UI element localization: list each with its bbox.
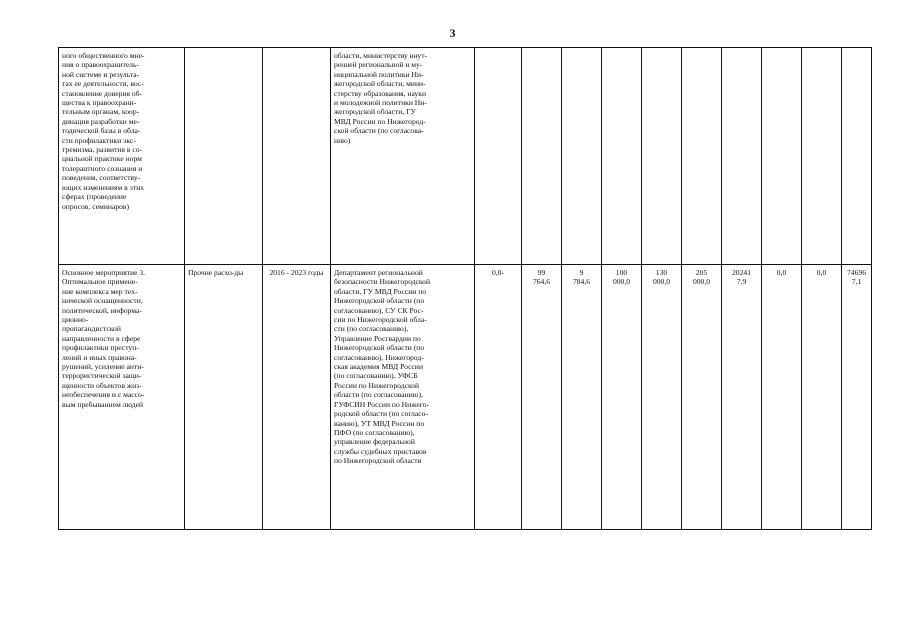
value-cell: [802, 48, 842, 265]
cell-line: 205: [695, 268, 708, 277]
cell-line: МВД России по Нижегород-: [334, 116, 426, 126]
cell-line: 0,0-: [491, 268, 505, 277]
cell-line: щенности объектов жиз-: [62, 380, 142, 390]
cell-line: необеспечения и с массо-: [62, 390, 145, 400]
cell-line: безопасности Нижегородской: [334, 277, 431, 287]
cell-line: сферах (проведение: [62, 192, 127, 202]
value-cell: [802, 265, 842, 530]
cell-line: пропагандистской: [62, 324, 121, 334]
value-cell: [722, 265, 762, 530]
period-cell: [263, 48, 331, 265]
cell-line: ниципальной политики Ни-: [334, 69, 424, 79]
cell-line: 000,0: [652, 277, 671, 287]
value-cell: [562, 265, 602, 530]
value-cell: [762, 265, 802, 530]
cell-line: ние комплекса мер тех-: [62, 286, 138, 296]
value-cell: [475, 265, 522, 530]
executors-cell: [331, 265, 475, 530]
cell-line: жегородской области, ГУ: [334, 107, 416, 117]
period-cell: 2016 - 2023 годы: [263, 265, 331, 530]
cell-line: сии по Нижегородской обла-: [334, 315, 427, 325]
cell-line: щества к правоохрани-: [62, 98, 137, 108]
cell-line: 9: [579, 268, 584, 277]
cell-line: Оптимальное примене-: [62, 277, 138, 287]
cell-line: 784,6: [572, 277, 591, 287]
cell-line: Нижегородской области (по: [334, 343, 425, 353]
table-row: [59, 265, 872, 530]
cell-line: опросов, семинаров): [62, 201, 130, 211]
value-cell: [842, 265, 872, 530]
value-cell: [842, 48, 872, 265]
cell-line: циальной практике норм: [62, 154, 142, 164]
cell-line: нию): [334, 135, 351, 145]
cell-line: профилактики преступ-: [62, 343, 139, 353]
expense-type-cell: Прочие расхо-ды: [185, 265, 263, 530]
value-cell: [475, 48, 522, 265]
cell-line: ГУФСИН России по Нижего-: [334, 399, 429, 409]
cell-line: области, ГУ МВД России по: [334, 286, 427, 296]
cell-line: ПФО (по согласованию),: [334, 427, 415, 437]
cell-line: тах ее деятельности, вос-: [62, 79, 144, 89]
cell-line: Управление Росгвардии по: [334, 333, 421, 343]
cell-line: управление федеральной: [334, 437, 415, 447]
cell-line: ной системе и результа-: [62, 69, 140, 79]
cell-line: динация разработки ме-: [62, 116, 140, 126]
cell-line: ванию), УТ МВД России по: [334, 418, 425, 428]
value-cell: [562, 48, 602, 265]
cell-line: области, министерству внут-: [334, 51, 428, 60]
goal-cell: [59, 265, 185, 530]
cell-line: вым пребыванием людей: [62, 399, 144, 409]
value-cell: [642, 48, 682, 265]
cell-line: тельным органам, коор-: [62, 107, 140, 117]
cell-line: жегородской области, мини-: [334, 79, 426, 89]
goal-cell: [59, 48, 185, 265]
cell-line: по Нижегородской области: [334, 456, 422, 466]
cell-line: тремизма, развития в со-: [62, 145, 143, 155]
value-cell: [762, 48, 802, 265]
cell-line: 764,6: [532, 277, 551, 287]
cell-line: родской области (по согласо-: [334, 409, 428, 419]
cell-line: и молодежной политики Ни-: [334, 98, 427, 108]
cell-line: России по Нижегородской: [334, 380, 420, 390]
cell-line: лений и иных правона-: [62, 352, 137, 362]
cell-line: 74696: [847, 268, 866, 277]
cell-line: политической, информа-: [62, 305, 142, 315]
value-cell: [722, 48, 762, 265]
value-cell: [602, 48, 642, 265]
cell-line: 99: [537, 268, 546, 277]
page-number: 3: [449, 26, 456, 40]
cell-line: террористической защи-: [62, 371, 142, 381]
cell-line: ренней региональной и му-: [334, 60, 423, 70]
cell-line: ционно-: [62, 315, 89, 325]
cell-line: Департамент региональной: [334, 268, 423, 277]
cell-line: 000,0: [612, 277, 631, 287]
cell-line: области (по согласованию),: [334, 390, 423, 400]
cell-line: ющих изменениям в этих: [62, 182, 145, 192]
cell-line: становление доверия об-: [62, 88, 143, 98]
cell-line: направленности в сфере: [62, 333, 141, 343]
table-row: [59, 48, 872, 265]
cell-line: службы судебных приставов: [334, 446, 427, 456]
cell-line: 7,1: [851, 277, 862, 287]
cell-line: 0,0: [776, 268, 787, 277]
cell-line: толерантного сознания и: [62, 163, 143, 173]
cell-line: Нижегородской области (по: [334, 296, 425, 306]
cell-line: 130: [655, 268, 668, 277]
cell-line: рушений, усиление анти-: [62, 362, 144, 372]
value-cell: [682, 265, 722, 530]
cell-line: ного общественного мне-: [62, 51, 145, 60]
cell-line: ская академия МВД России: [334, 362, 424, 372]
cell-line: стерству образования, науки: [334, 88, 427, 98]
cell-line: (по согласованию), УФСБ: [334, 371, 418, 381]
cell-line: тодической базы в обла-: [62, 126, 141, 136]
value-cell: [642, 265, 682, 530]
value-cell: [602, 265, 642, 530]
cell-line: сти (по согласованию),: [334, 324, 409, 334]
cell-line: 100: [615, 268, 628, 277]
cell-line: сти профилактики экс-: [62, 135, 136, 145]
cell-line: 7,9: [736, 277, 747, 287]
cell-line: ния о правоохранитель-: [62, 60, 139, 70]
cell-line: 0,0: [816, 268, 827, 277]
cell-line: 000,0: [692, 277, 711, 287]
cell-line: согласованию), Нижегород-: [334, 352, 424, 362]
cell-line: поведения, соответству-: [62, 173, 141, 183]
cell-line: нической оснащенности,: [62, 296, 143, 306]
expense-type-cell: [185, 48, 263, 265]
value-cell: [522, 265, 562, 530]
cell-line: Основное мероприятие 3.: [62, 268, 146, 277]
cell-line: ской области (по согласова-: [334, 126, 424, 136]
value-cell: [522, 48, 562, 265]
value-cell: [682, 48, 722, 265]
cell-line: согласованию), СУ СК Рос-: [334, 305, 424, 315]
program-budget-table: [58, 47, 872, 530]
executors-cell: [331, 48, 475, 265]
cell-line: 20241: [732, 268, 751, 277]
